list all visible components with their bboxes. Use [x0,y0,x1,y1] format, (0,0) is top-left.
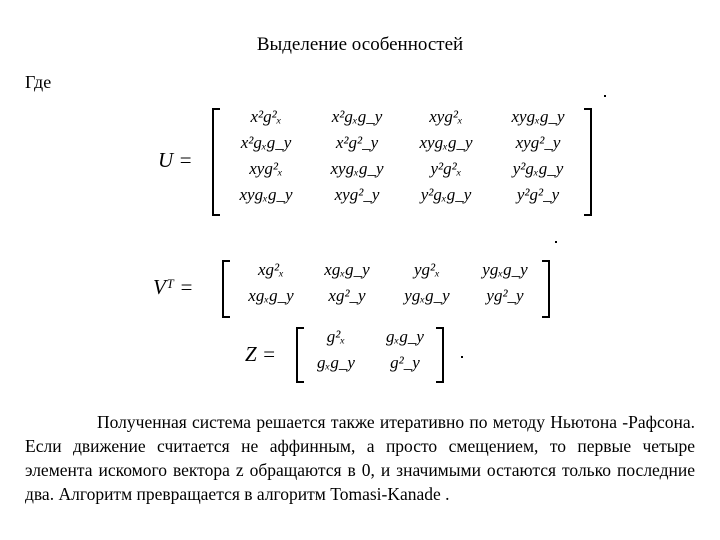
matrix-u-cell: y²g²_y [516,185,560,204]
matrix-z-cell: gₓg_y [386,327,424,346]
matrix-z-label: Z = [245,342,277,366]
matrix-vt-label: Vᵀ = [153,275,194,299]
matrix-vt-right-bracket [542,260,550,318]
matrix-u-cell: x²g²ₓ [250,107,282,126]
matrix-u-left-bracket [212,108,220,216]
matrix-vt-cell: ygₓg_y [482,260,528,279]
matrix-vt-cell: xg²_y [328,286,366,305]
matrix-u-cell: xygₓg_y [511,107,565,126]
matrix-u-cell: xyg²_y [515,133,561,152]
matrix-u-label: U = [158,148,193,172]
matrix-u-cell: y²g²ₓ [430,159,462,178]
matrix-vt-cell: ygₓg_y [404,286,450,305]
matrix-u-cell: y²gₓg_y [420,185,472,204]
matrix-u-cell: x²g²_y [335,133,379,152]
slide-title: Выделение особенностей [256,34,464,55]
matrix-vt-cell: xgₓg_y [248,286,294,305]
matrix-vt-cell: yg²_y [486,286,524,305]
matrix-vt-left-bracket [222,260,230,318]
matrix-u-cell: xygₓg_y [239,185,293,204]
body-paragraph [25,410,695,506]
matrix-vt-cell: yg²ₓ [414,260,440,279]
matrix-u-cell: xygₓg_y [419,133,473,152]
matrix-u-cell: xygₓg_y [330,159,384,178]
matrix-u-cell: x²gₓg_y [331,107,383,126]
intro-word: Где [25,72,52,92]
stray-dot [555,241,557,243]
matrix-z-cell: g²ₓ [326,327,346,346]
stray-dot [461,356,463,358]
matrix-vt-cell: xg²ₓ [258,260,284,279]
matrix-z-cell: gₓg_y [317,353,355,372]
matrix-u-cell: xyg²_y [334,185,380,204]
matrix-u-cell: x²gₓg_y [240,133,292,152]
matrix-u-right-bracket [584,108,592,216]
matrix-z-cell: g²_y [390,353,420,372]
matrix-u-cell: xyg²ₓ [429,107,463,126]
matrix-vt-cell: xgₓg_y [324,260,370,279]
paragraph-text: Полученная система решается также итеративно по методу Ньютона -Рафсона. Если движение считается не аффинным, а просто смещением, то первые четыре элемента искомого вектора z обращаются в 0, и значимыми остаются только последние два. Алгоритм превращается в алгоритм Tomasi-Kanade . [25,412,695,504]
matrix-u-cell: y²gₓg_y [512,159,564,178]
stray-dot [604,95,606,97]
matrix-u-cell: xyg²ₓ [249,159,283,178]
